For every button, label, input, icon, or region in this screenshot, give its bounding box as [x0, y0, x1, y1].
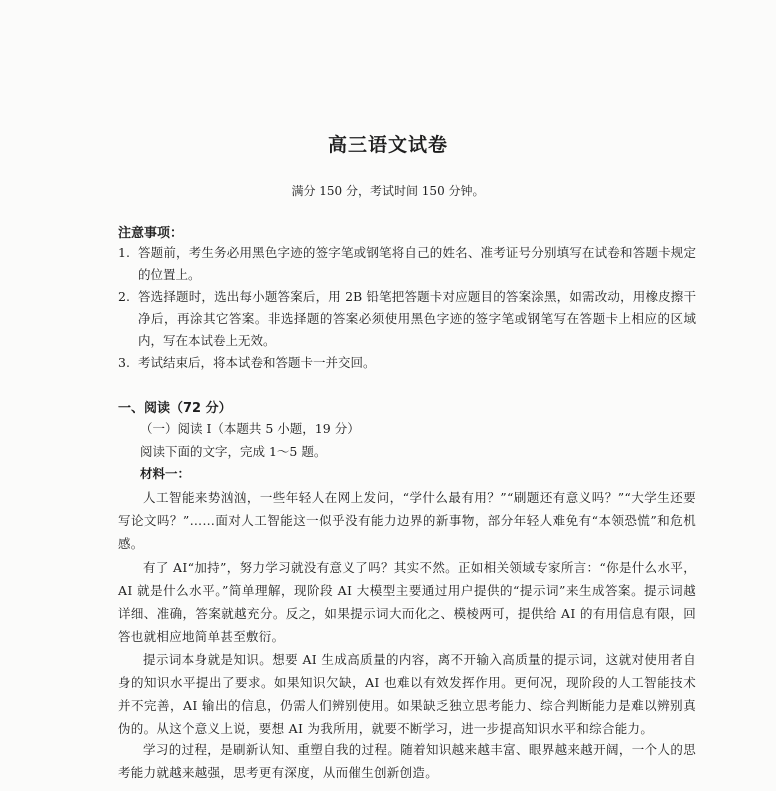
notice-item-number: 3. — [118, 355, 130, 370]
passage-paragraph: 学习的过程，是刷新认知、重塑自我的过程。随着知识越来越丰富、眼界越来越开阔，一个人的思考能力就越来越强，思考更有深度，从而催生创新创造。 — [118, 742, 696, 780]
notice-item-number: 2. — [118, 289, 130, 304]
exam-info: 满分 150 分，考试时间 150 分钟。 — [291, 184, 485, 198]
section-heading: 一、阅读（72 分） — [118, 401, 232, 416]
material-label: 材料一： — [140, 466, 191, 481]
passage-paragraph: 有了 AI“加持”，努力学习就没有意义了吗？其实不然。正如相关领域专家所言：“你是什么水平，AI 就是什么水平。”简单理解，现阶段 AI 大模型主要通过用户提供的“提示词”来生成答案。提示词越详细、准确，答案就越充分。反之，如果提示词大而化之、模棱两可，提供给 AI 的有用信息有限，回答也就相应地简单甚至敷衍。 — [118, 560, 696, 644]
notice-item — [118, 352, 696, 374]
notice-item — [118, 242, 696, 286]
notice-item — [118, 286, 696, 352]
notice-item-text: 答题前，考生务必用黑色字迹的签字笔或钢笔将自己的姓名、准考证号分别填写在试卷和答题卡规定的位置上。 — [138, 245, 696, 282]
passage-paragraph: 人工智能来势汹汹，一些年轻人在网上发问，“学什么最有用？”“刷题还有意义吗？”“大学生还要写论文吗？”……面对人工智能这一似乎没有能力边界的新事物，部分年轻人难免有“本领恐慌”和危机感。 — [118, 490, 696, 551]
reading-instruction: 阅读下面的文字，完成 1～5 题。 — [140, 444, 327, 459]
notice-heading: 注意事项： — [118, 226, 184, 241]
notice-item-number: 1. — [118, 245, 130, 260]
page-title: 高三语文试卷 — [327, 134, 448, 156]
sub-section-heading: （一）阅读 Ⅰ（本题共 5 小题，19 分） — [140, 421, 360, 436]
notice-item-text: 考试结束后，将本试卷和答题卡一并交回。 — [138, 355, 376, 370]
notice-item-text: 答选择题时，选出每小题答案后，用 2B 铅笔把答题卡对应题目的答案涂黑，如需改动，用橡皮擦干净后，再涂其它答案。非选择题的答案必须使用黑色字迹的签字笔或钢笔写在答题卡上相应的区域内，写在本试卷上无效。 — [138, 289, 696, 348]
passage-paragraph: 提示词本身就是知识。想要 AI 生成高质量的内容，离不开输入高质量的提示词，这就对使用者自身的知识水平提出了要求。如果知识欠缺，AI 也难以有效发挥作用。更何况，现阶段的人工智能技术并不完善，AI 输出的信息，仍需人们辨别使用。如果缺乏独立思考能力、综合判断能力是难以辨别真伪的。从这个意义上说，要想 AI 为我所用，就要不断学习，进一步提高知识水平和综合能力。 — [118, 652, 696, 736]
